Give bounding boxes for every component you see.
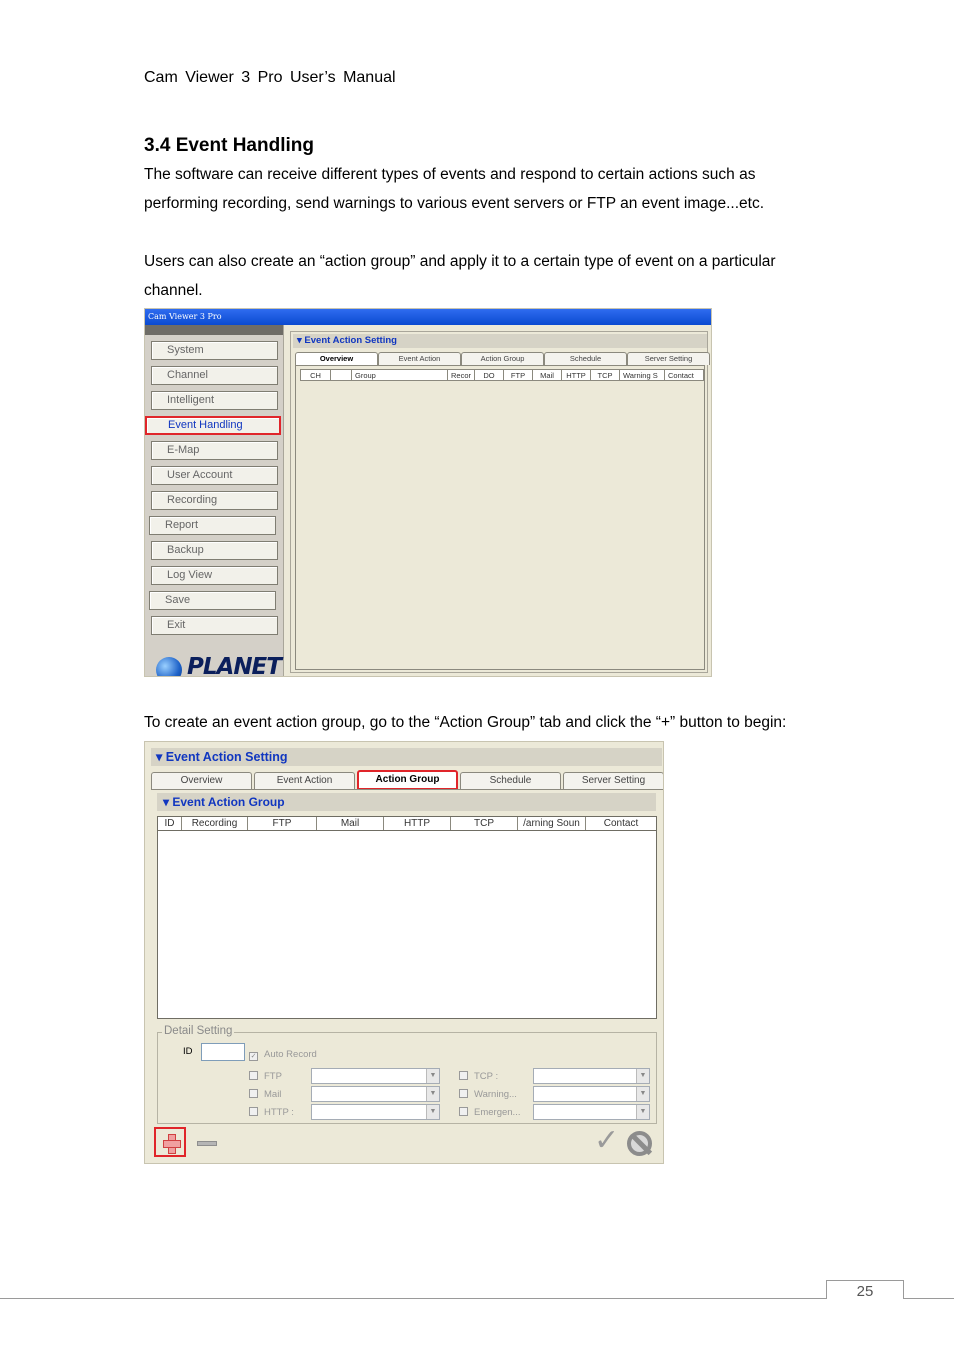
auto-record-checkbox[interactable]: [249, 1049, 317, 1061]
footer-rule: [0, 1298, 954, 1299]
tab-action-group[interactable]: Action Group: [357, 770, 458, 790]
id-label: ID: [183, 1046, 193, 1057]
column-header[interactable]: DO: [475, 370, 504, 380]
section-heading: 3.4 Event Handling: [144, 135, 314, 156]
column-header[interactable]: Mail: [317, 817, 384, 830]
column-header[interactable]: Mail: [533, 370, 562, 380]
mail-checkbox[interactable]: [249, 1089, 281, 1100]
menu-header-bar: [145, 325, 283, 335]
http-label: HTTP :: [264, 1107, 294, 1118]
column-header[interactable]: FTP: [248, 817, 317, 830]
main-menu: [145, 325, 284, 677]
overview-panel: [295, 365, 705, 670]
group-title: ▾ Event Action Group: [157, 793, 656, 811]
column-header[interactable]: ID: [158, 817, 182, 830]
tab-schedule[interactable]: Schedule: [544, 352, 627, 365]
menu-log-view[interactable]: Log View: [151, 566, 278, 585]
menu-recording[interactable]: Recording: [151, 491, 278, 510]
page-number: 25: [856, 1283, 874, 1300]
paragraph-line: channel.: [144, 282, 203, 299]
chevron-down-icon: ▼: [636, 1069, 649, 1083]
column-header[interactable]: TCP: [451, 817, 518, 830]
screenshot-event-handling: [144, 308, 712, 677]
remove-group-button[interactable]: [197, 1141, 217, 1146]
tab-server-setting[interactable]: Server Setting: [627, 352, 710, 365]
tab-overview[interactable]: Overview: [295, 352, 378, 365]
chevron-down-icon: ▼: [426, 1087, 439, 1101]
menu-user-account[interactable]: User Account: [151, 466, 278, 485]
column-header[interactable]: Warning S: [620, 370, 665, 380]
checkmark-icon: ✓: [250, 1053, 257, 1060]
ftp-label: FTP: [264, 1071, 282, 1082]
globe-icon: [156, 657, 182, 677]
checkbox-icon: [249, 1071, 258, 1080]
chevron-down-icon: ▼: [426, 1105, 439, 1119]
ftp-select[interactable]: [311, 1068, 440, 1084]
column-header[interactable]: Group: [352, 370, 448, 380]
confirm-check-icon[interactable]: ✓: [594, 1123, 620, 1158]
cancel-icon[interactable]: [627, 1131, 652, 1156]
column-header[interactable]: HTTP: [562, 370, 591, 380]
menu-save[interactable]: Save: [149, 591, 276, 610]
menu-report[interactable]: Report: [149, 516, 276, 535]
window-titlebar: Cam Viewer 3 Pro: [145, 309, 711, 325]
section-title: ▾ Event Action Setting: [151, 748, 662, 766]
tab-schedule[interactable]: Schedule: [460, 772, 561, 789]
emergency-label: Emergen...: [474, 1107, 521, 1118]
paragraph-line: The software can receive different types of events and respond to certain actions such as: [144, 166, 756, 183]
planet-logo: [153, 654, 281, 677]
menu-exit[interactable]: Exit: [151, 616, 278, 635]
group-title-text: Event Action Group: [172, 795, 285, 809]
column-header[interactable]: HTTP: [384, 817, 451, 830]
warning-label: Warning...: [474, 1089, 517, 1100]
add-group-button[interactable]: [154, 1127, 186, 1157]
section-title-text: Event Action Setting: [165, 750, 288, 764]
column-header[interactable]: Recor: [448, 370, 475, 380]
action-group-table[interactable]: [157, 816, 657, 1019]
auto-record-label: Auto Record: [264, 1049, 317, 1060]
column-header[interactable]: TCP: [591, 370, 620, 380]
chevron-down-icon: ▼: [636, 1087, 649, 1101]
checkbox-icon: [249, 1089, 258, 1098]
tcp-label: TCP :: [474, 1071, 499, 1082]
detail-setting-legend: Detail Setting: [164, 1025, 233, 1037]
http-select[interactable]: [311, 1104, 440, 1120]
menu-backup[interactable]: Backup: [151, 541, 278, 560]
checkbox-icon: [459, 1071, 468, 1080]
checkbox-icon: [459, 1089, 468, 1098]
tab-event-action[interactable]: Event Action: [254, 772, 355, 789]
warning-select[interactable]: [533, 1086, 650, 1102]
warning-checkbox[interactable]: [459, 1089, 517, 1100]
column-header[interactable]: Recording: [182, 817, 248, 830]
tcp-select[interactable]: [533, 1068, 650, 1084]
emergency-select[interactable]: [533, 1104, 650, 1120]
section-title-text: Event Action Setting: [304, 335, 397, 346]
chevron-down-icon: ▼: [426, 1069, 439, 1083]
http-checkbox[interactable]: [249, 1107, 294, 1118]
column-header[interactable]: /arning Soun: [518, 817, 586, 830]
menu-event-handling[interactable]: Event Handling: [145, 416, 281, 435]
column-header[interactable]: Contact: [603, 818, 639, 829]
mail-select[interactable]: [311, 1086, 440, 1102]
paragraph-intro: [144, 160, 824, 218]
plus-icon: [163, 1134, 179, 1152]
overview-table-header: [300, 369, 704, 381]
tab-bar: [151, 772, 664, 790]
paragraph-line: performing recording, send warnings to various event servers or FTP an event image...etc.: [144, 195, 765, 212]
paragraph-line: Users can also create an “action group” and apply it to a certain type of event on a particular: [144, 253, 776, 270]
menu-e-map[interactable]: E-Map: [151, 441, 278, 460]
menu-channel[interactable]: Channel: [151, 366, 278, 385]
tab-action-group[interactable]: Action Group: [461, 352, 544, 365]
emergency-checkbox[interactable]: [459, 1107, 520, 1118]
id-input[interactable]: [201, 1043, 245, 1061]
menu-system[interactable]: System: [151, 341, 278, 360]
chevron-down-icon: ▼: [636, 1105, 649, 1119]
mail-label: Mail: [264, 1089, 282, 1100]
running-head: Cam Viewer 3 Pro User’s Manual: [144, 69, 396, 86]
tab-server-setting[interactable]: Server Setting: [563, 772, 664, 789]
ftp-checkbox[interactable]: [249, 1071, 282, 1082]
column-header[interactable]: FTP: [504, 370, 533, 380]
column-header[interactable]: Contact: [668, 371, 694, 380]
event-action-setting-panel: [290, 331, 708, 673]
tab-bar: [295, 352, 710, 365]
column-header[interactable]: [331, 370, 352, 380]
action-group-table-header: [158, 817, 656, 831]
paragraph-action-group: [144, 247, 824, 305]
screenshot-action-group: [144, 741, 664, 1164]
column-header[interactable]: CH: [301, 370, 331, 380]
checkbox-icon: [459, 1107, 468, 1116]
tcp-checkbox[interactable]: [459, 1071, 498, 1082]
section-title: ▾ Event Action Setting: [293, 334, 707, 348]
menu-intelligent[interactable]: Intelligent: [151, 391, 278, 410]
checkbox-icon: [249, 1107, 258, 1116]
logo-word: PLANET: [187, 654, 281, 677]
tab-event-action[interactable]: Event Action: [378, 352, 461, 365]
paragraph-instruction: To create an event action group, go to the “Action Group” tab and click the “+” button to begin:: [144, 714, 787, 731]
tab-overview[interactable]: Overview: [151, 772, 252, 789]
